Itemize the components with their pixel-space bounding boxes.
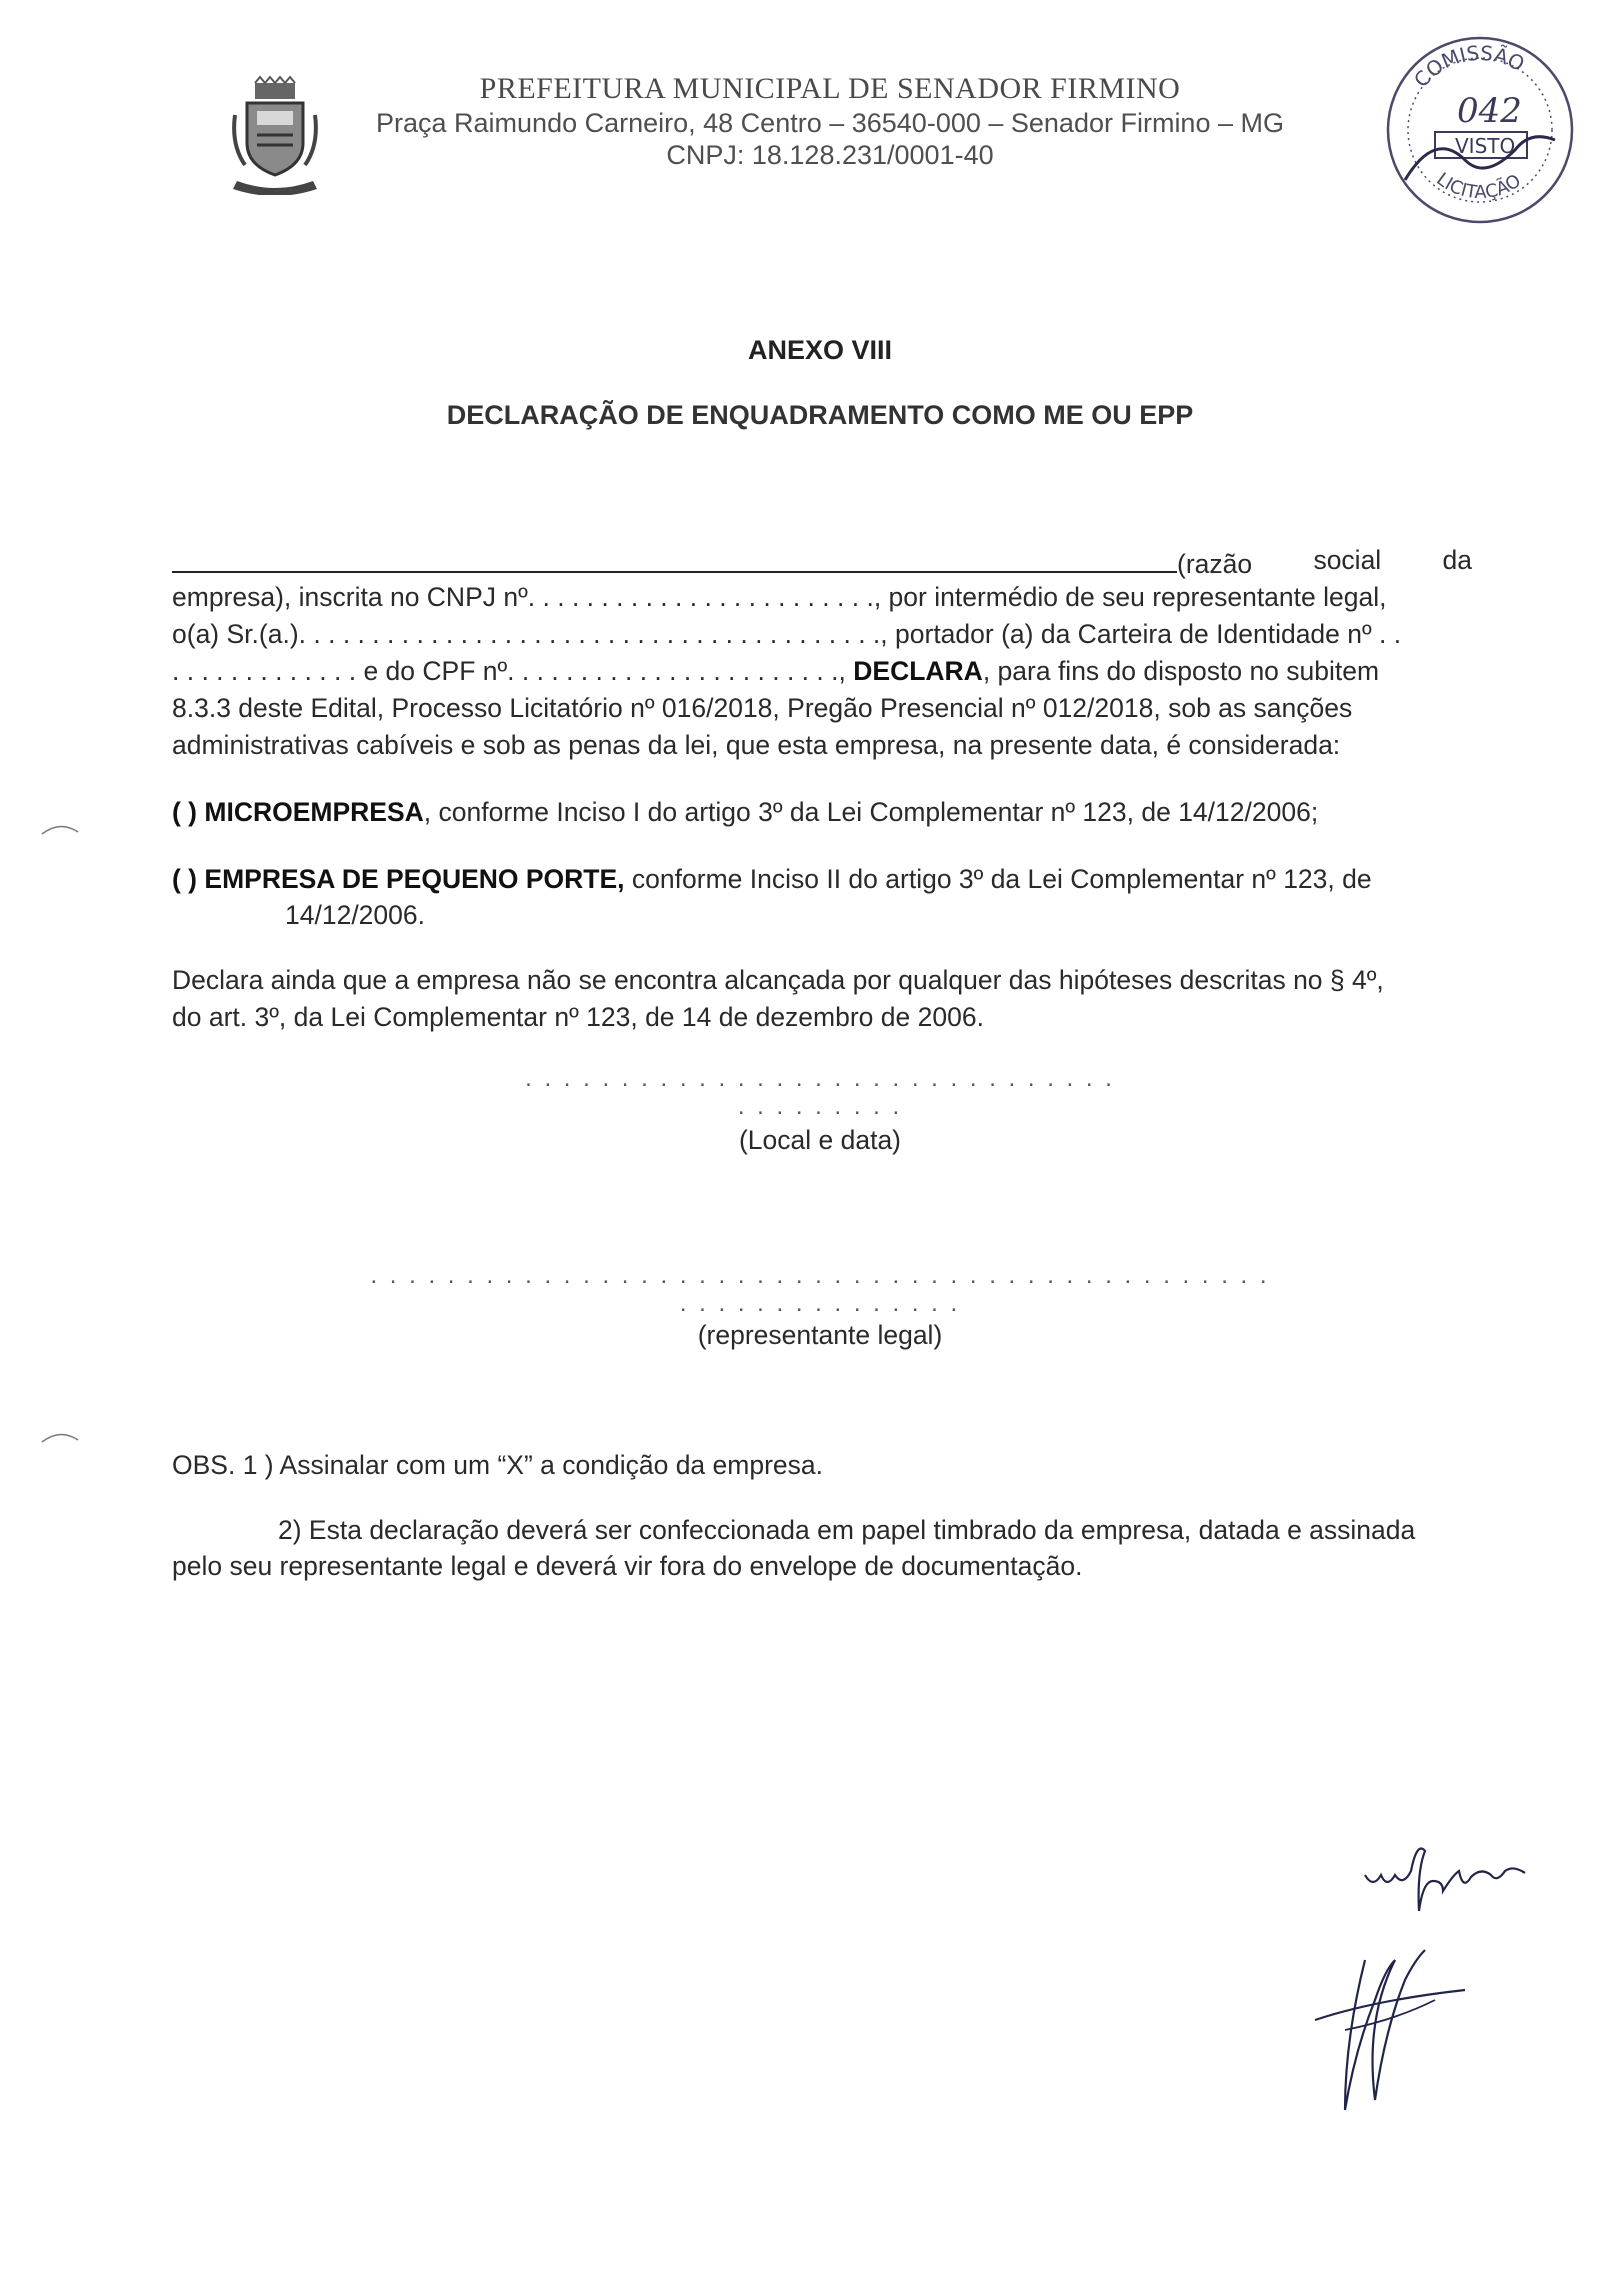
declaration-line-3: o(a) Sr.(a.). . . . . . . . . . . . . . . . . . . . . . . . . . . . . . . . . . . . . . . ., portador (a) da Carteira de Identidade nº . . bbox=[172, 619, 1402, 649]
handwritten-rubric bbox=[1355, 1835, 1555, 1915]
representative-label: (representante legal) bbox=[697, 1320, 943, 1350]
svg-text:LICITAÇÃO bbox=[1432, 169, 1524, 203]
stamp-number: 042 bbox=[1457, 91, 1522, 131]
declaration-line-2: empresa), inscrita no CNPJ nº. . . . . . . . . . . . . . . . . . . . . . . ., por intermédio de seu representante legal, bbox=[172, 582, 1387, 612]
annex-heading: ANEXO VIII bbox=[747, 335, 893, 365]
obs-note-2-line-1: 2) Esta declaração deverá ser confeccionada em papel timbrado da empresa, datada e assinada bbox=[278, 1515, 1416, 1545]
cnpj-dotted-field: . . . . . . . . . . . . . . . . . . . . . . . . bbox=[527, 582, 874, 612]
declaration-line-1: (razão social da bbox=[172, 545, 1472, 581]
company-name-blank bbox=[172, 545, 1177, 573]
municipality-cnpj: CNPJ: 18.128.231/0001-40 bbox=[666, 140, 994, 170]
declaration-line-6: administrativas cabíveis e sob as penas da lei, que esta empresa, na presente data, é considerada: bbox=[172, 730, 1341, 760]
additional-line-2: do art. 3º, da Lei Complementar nº 123, de 14 de dezembro de 2006. bbox=[172, 1002, 984, 1032]
municipality-address: Praça Raimundo Carneiro, 48 Centro – 36540-000 – Senador Firmino – MG bbox=[376, 108, 1284, 138]
obs-note-2-line-2: pelo seu representante legal e deverá vir fora do envelope de documentação. bbox=[172, 1551, 1083, 1581]
microempresa-checkbox: ( ) bbox=[172, 797, 198, 827]
commission-stamp bbox=[1375, 30, 1585, 230]
representative-dotted-line: . . . . . . . . . . . . . . . . . . . . . . . . . . . . . . . . . . . . . . . . . . . . . . . . . . . . . . . . . . . . . . bbox=[370, 1262, 1270, 1317]
stamp-text-bottom: LICITAÇÃO bbox=[1432, 168, 1525, 204]
local-date-label: (Local e data) bbox=[738, 1125, 902, 1155]
obs-note-1: OBS. 1 ) Assinalar com um “X” a condição da empresa. bbox=[172, 1450, 823, 1480]
cpf-dotted-field: . . . . . . . . . . . . . . . . . . . . . . . bbox=[507, 656, 839, 686]
representative-dotted-field: . . . . . . . . . . . . . . . . . . . . . . . . . . . . . . . . . . . . . . . . bbox=[298, 619, 881, 649]
declaration-line-5: 8.3.3 deste Edital, Processo Licitatório nº 016/2018, Pregão Presencial nº 012/2018, sob as sanções bbox=[172, 693, 1353, 723]
stamp-tag: VISTO bbox=[1455, 134, 1516, 158]
declara-bold: DECLARA bbox=[853, 656, 983, 686]
local-date-dotted-line: . . . . . . . . . . . . . . . . . . . . . . . . . . . . . . . . . . . . . . . . bbox=[525, 1065, 1115, 1120]
margin-mark-icon bbox=[40, 1430, 80, 1444]
margin-mark-icon bbox=[40, 822, 80, 836]
municipality-title: PREFEITURA MUNICIPAL DE SENADOR FIRMINO bbox=[479, 72, 1181, 105]
option-epp: ( ) EMPRESA DE PEQUENO PORTE, conforme Inciso II do artigo 3º da Lei Complementar nº 123, de bbox=[172, 864, 1372, 894]
handwritten-signature bbox=[1305, 1940, 1475, 2120]
id-dotted-field: . . . . . . . . . . . . . bbox=[172, 656, 357, 686]
epp-checkbox: ( ) bbox=[172, 864, 198, 894]
municipal-coat-of-arms-logo bbox=[225, 75, 325, 195]
additional-line-1: Declara ainda que a empresa não se encontra alcançada por qualquer das hipóteses descritas no § 4º, bbox=[172, 965, 1384, 995]
declaration-title: DECLARAÇÃO DE ENQUADRAMENTO COMO ME OU EPP bbox=[446, 400, 1194, 430]
svg-text:COMISSÃO bbox=[1409, 41, 1529, 92]
declaration-line-4: . . . . . . . . . . . . . e do CPF nº. . . . . . . . . . . . . . . . . . . . . . ., DECLARA, para fins do disposto no subitem bbox=[172, 656, 1380, 686]
option-epp-date: 14/12/2006. bbox=[285, 900, 425, 930]
option-microempresa: ( ) MICROEMPRESA, conforme Inciso I do artigo 3º da Lei Complementar nº 123, de 14/12/2006; bbox=[172, 797, 1319, 827]
stamp-text-top: COMISSÃO bbox=[1408, 40, 1529, 92]
